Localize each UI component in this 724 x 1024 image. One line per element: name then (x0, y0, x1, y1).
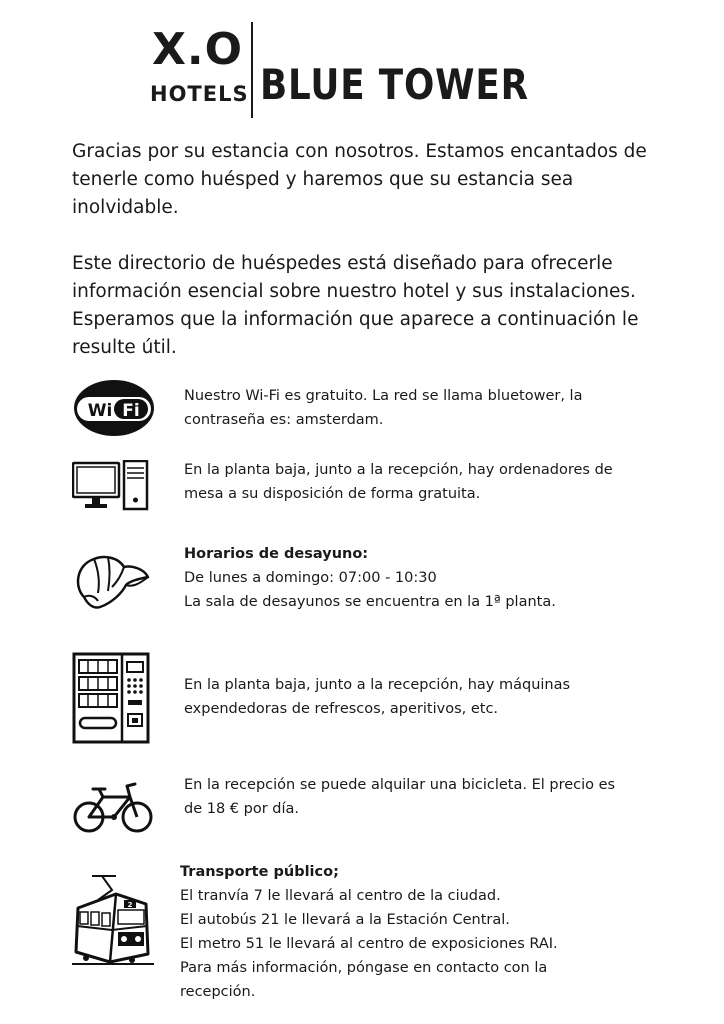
info-text (184, 542, 654, 614)
intro-paragraph-1: Gracias por su estancia con nosotros. Estamos encantados de tenerle como huésped y haremos que su estancia sea inolvidable. (72, 141, 647, 218)
croissant-icon (72, 551, 150, 611)
info-line: En la planta baja, junto a la recepción, hay máquinas (184, 677, 571, 693)
svg-text:Wi: Wi (87, 401, 113, 421)
info-line: El tranvía 7 le llevará al centro de la ciudad. (180, 888, 501, 904)
info-line: expendedoras de refrescos, aperitivos, etc. (184, 701, 499, 717)
intro-paragraph-2: Este directorio de huéspedes está diseñado para ofrecerle información esencial sobre nuestro hotel y sus instalaciones. Esperamos que la información que aparece a continuación le resulte útil. (72, 253, 639, 358)
wifi-icon (72, 378, 156, 438)
logo-subtitle: HOTELS (150, 82, 249, 106)
info-line: de 18 € por día. (184, 801, 300, 817)
logo-divider (251, 22, 253, 118)
info-line: El autobús 21 le llevará a la Estación Central. (180, 912, 510, 928)
hotel-logo (150, 22, 580, 122)
info-line: De lunes a domingo: 07:00 - 10:30 (184, 570, 437, 586)
svg-text:Fi: Fi (122, 401, 140, 421)
info-line: Para más información, póngase en contacto con la (180, 960, 548, 976)
bicycle-icon (72, 781, 154, 835)
info-text (180, 860, 650, 1004)
info-line: En la recepción se puede alquilar una bicicleta. El precio es (184, 777, 616, 793)
info-line: La sala de desayunos se encuentra en la 1ª planta. (184, 594, 556, 610)
info-line: mesa a su disposición de forma gratuita. (184, 486, 481, 502)
info-text (184, 458, 654, 506)
tram-icon (72, 874, 154, 966)
computer-icon (72, 460, 150, 514)
info-line: En la planta baja, junto a la recepción, hay ordenadores de (184, 462, 613, 478)
vending-machine-icon (72, 652, 150, 744)
info-text (184, 384, 654, 432)
info-line: contraseña es: amsterdam. (184, 412, 384, 428)
info-line: recepción. (180, 984, 256, 1000)
info-line: El metro 51 le llevará al centro de exposiciones RAI. (180, 936, 558, 952)
logo-mark: X.O (151, 24, 244, 75)
info-text (184, 673, 654, 721)
tram-number: 2 (127, 901, 133, 909)
info-text (184, 773, 654, 821)
info-line: Nuestro Wi-Fi es gratuito. La red se llama bluetower, la (184, 388, 583, 404)
info-heading: Horarios de desayuno: (184, 546, 369, 562)
logo-brand-name: BLUE TOWER (260, 60, 529, 109)
info-heading: Transporte público; (180, 864, 339, 880)
